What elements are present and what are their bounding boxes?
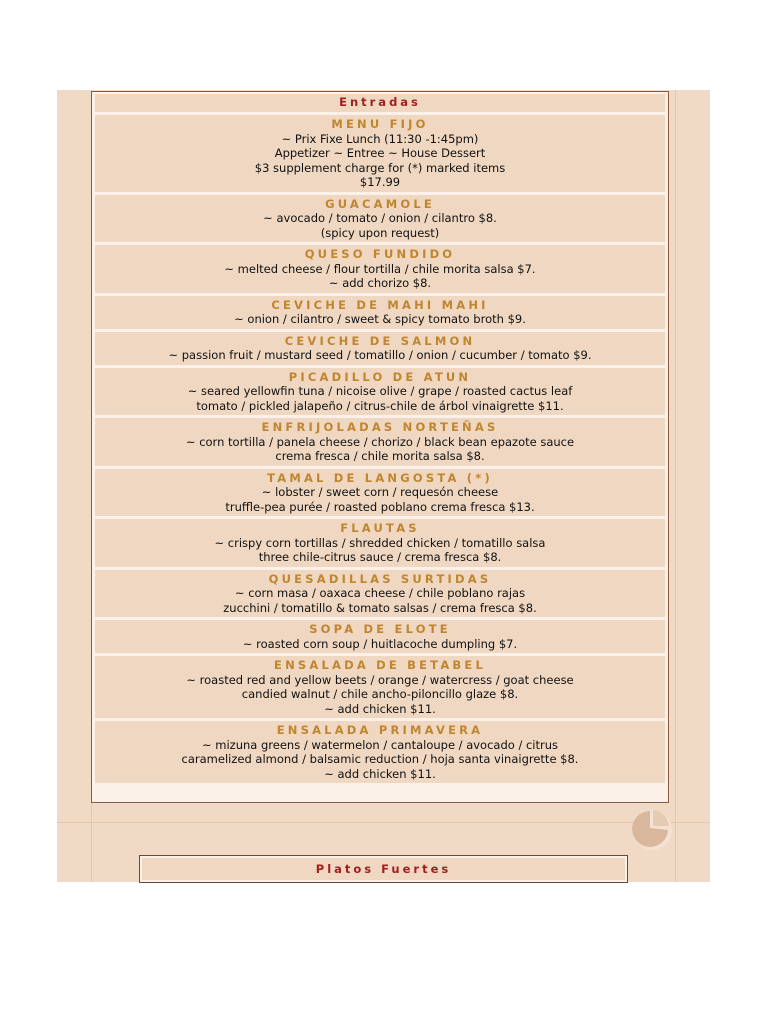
menu-item-description: ~ lobster / sweet corn / requesón cheese: [261, 485, 499, 499]
menu-item-name: ENFRIJOLADAS NORTEÑAS: [261, 420, 499, 434]
platos-fuertes-header: [139, 855, 628, 883]
menu-item-name: FLAUTAS: [340, 521, 420, 535]
menu-item-description: three chile-citrus sauce / crema fresca $8.: [258, 550, 502, 564]
menu-item-name: QUESADILLAS SURTIDAS: [268, 571, 492, 586]
menu-item-description: ~ corn masa / oaxaca cheese / chile poblano rajas: [234, 586, 526, 600]
menu-item: [95, 620, 665, 653]
menu-item-list: [95, 115, 665, 783]
menu-item-description: candied walnut / chile ancho-piloncillo glaze $8.: [241, 687, 519, 701]
menu-item-description: ~ avocado / tomato / onion / cilantro $8.: [263, 211, 497, 225]
menu-item-description: ~ add chicken $11.: [324, 701, 436, 716]
menu-item-description: $17.99: [359, 175, 401, 189]
pie-chart-icon: [629, 807, 675, 853]
menu-item-description: Appetizer ~ Entree ~ House Dessert: [274, 146, 486, 160]
menu-item-description: ~ crispy corn tortillas / shredded chicken / tomatillo salsa: [214, 535, 546, 550]
menu-item: [95, 296, 665, 329]
menu-item-description: (spicy upon request): [320, 225, 440, 240]
menu-item-description: ~ add chorizo $8.: [328, 276, 432, 290]
menu-item: [95, 570, 665, 618]
menu-item-description: ~ mizuna greens / watermelon / cantaloupe / avocado / citrus: [201, 737, 559, 752]
entradas-menu-panel: [91, 91, 669, 803]
menu-item-description: ~ seared yellowfin tuna / nicoise olive / grape / roasted cactus leaf: [187, 384, 573, 398]
menu-item: [95, 195, 665, 243]
menu-item: [95, 115, 665, 192]
menu-item-description: ~ roasted corn soup / huitlacoche dumpling $7.: [242, 636, 518, 651]
menu-item: [95, 519, 665, 567]
menu-item-description: tomato / pickled jalapeño / citrus-chile de árbol vinaigrette $11.: [196, 398, 564, 413]
menu-item-description: crema fresca / chile morita salsa $8.: [275, 449, 485, 463]
menu-item: [95, 368, 665, 416]
menu-item-description: ~ melted cheese / flour tortilla / chile morita salsa $7.: [224, 261, 536, 276]
menu-item-name: TAMAL DE LANGOSTA (*): [267, 470, 493, 485]
menu-item: [95, 245, 665, 293]
menu-item-name: CEVICHE DE MAHI MAHI: [271, 297, 489, 312]
menu-item: [95, 469, 665, 517]
menu-item: [95, 656, 665, 718]
menu-item-name: SOPA DE ELOTE: [309, 622, 451, 636]
section-title: Entradas: [339, 95, 421, 109]
menu-item-name: PICADILLO DE ATUN: [288, 369, 472, 384]
menu-item: [95, 418, 665, 466]
grid-divider: [675, 90, 676, 882]
menu-item-description: ~ Prix Fixe Lunch (11:30 -1:45pm): [281, 131, 479, 146]
menu-item-description: ~ passion fruit / mustard seed / tomatillo / onion / cucumber / tomato $9.: [168, 348, 592, 362]
menu-item-description: ~ corn tortilla / panela cheese / chorizo / black bean epazote sauce: [185, 434, 575, 449]
menu-item-name: GUACAMOLE: [325, 196, 435, 211]
menu-item-description: zucchini / tomatillo & tomato salsas / crema fresca $8.: [223, 600, 537, 615]
menu-item: [95, 721, 665, 783]
menu-item-description: $3 supplement charge for (*) marked items: [254, 160, 506, 175]
next-section-title: Platos Fuertes: [142, 858, 625, 880]
section-header: [95, 94, 665, 112]
menu-item-name: ENSALADA DE BETABEL: [274, 658, 486, 672]
menu-item-description: truffle-pea purée / roasted poblano crema fresca $13.: [225, 499, 535, 514]
menu-item: [95, 332, 665, 365]
menu-item-name: QUESO FUNDIDO: [304, 247, 456, 261]
menu-item-name: ENSALADA PRIMAVERA: [276, 723, 484, 737]
grid-divider: [57, 822, 710, 823]
menu-item-description: caramelized almond / balsamic reduction / hoja santa vinaigrette $8.: [181, 752, 579, 766]
menu-item-name: CEVICHE DE SALMON: [284, 333, 476, 348]
menu-item-description: ~ roasted red and yellow beets / orange / watercress / goat cheese: [186, 672, 574, 687]
menu-item-name: MENU FIJO: [331, 117, 429, 131]
menu-item-description: ~ onion / cilantro / sweet & spicy tomato broth $9.: [234, 312, 526, 326]
menu-item-description: ~ add chicken $11.: [324, 766, 436, 781]
